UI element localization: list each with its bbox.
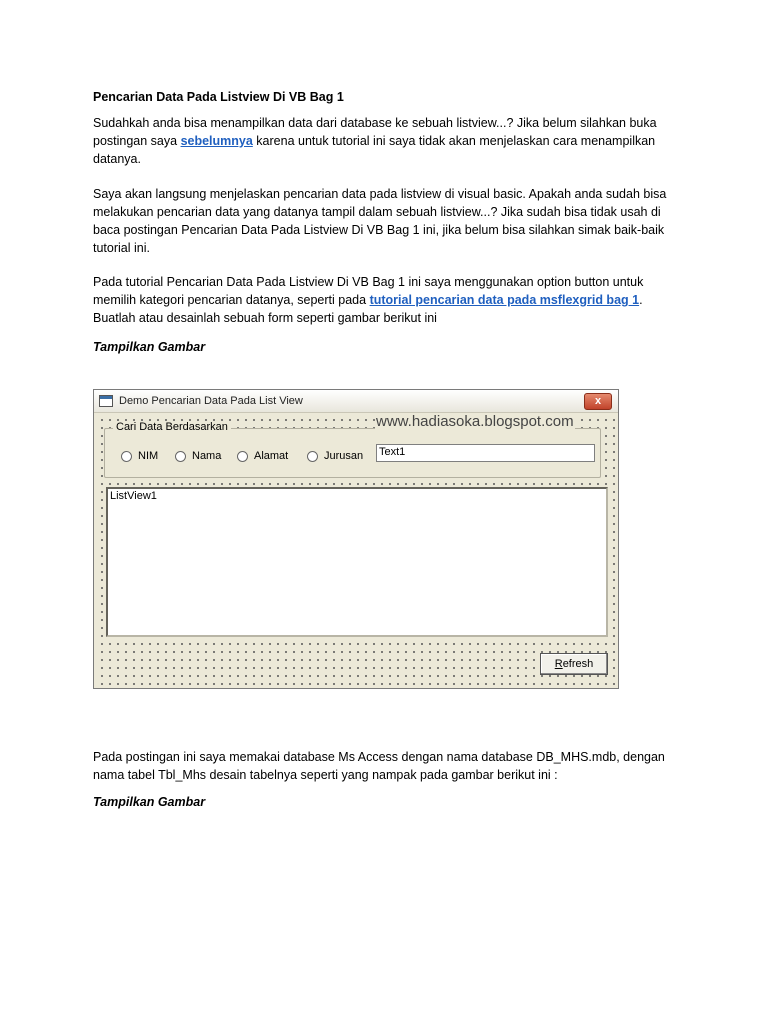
window-app-icon [99, 395, 113, 407]
option-label: Alamat [254, 450, 289, 462]
radio-icon [175, 451, 186, 462]
form-window-title: Demo Pencarian Data Pada List View [119, 395, 303, 407]
paragraph-intro [93, 114, 683, 168]
radio-icon [307, 451, 318, 462]
document-title: Pencarian Data Pada Listview Di VB Bag 1 [93, 90, 344, 104]
tutorial-text-after: . Buatlah atau desainlah sebuah form seperti gambar berikut ini [93, 293, 643, 325]
listview[interactable]: ListView1 [106, 487, 608, 637]
tutorial-text: Pada tutorial Pencarian Data Pada Listview Di VB Bag 1 ini saya menggunakan option button untuk memilih kategori pencarian datanya, seperti pada [93, 275, 644, 307]
radio-icon [121, 451, 132, 462]
option-label: NIM [138, 450, 159, 462]
option-nim[interactable] [121, 450, 158, 462]
option-nama[interactable] [175, 450, 221, 462]
paragraph-database: Pada postingan ini saya memakai database Ms Access dengan nama database DB_MHS.mdb, dengan nama tabel Tbl_Mhs desain tabelnya seperti yang nampak pada gambar berikut ini : [93, 750, 665, 782]
radio-icon [237, 451, 248, 462]
option-alamat[interactable] [237, 450, 288, 462]
option-label: Nama [192, 450, 222, 462]
paragraph-explanation: Saya akan langsung menjelaskan pencarian data pada listview di visual basic. Apakah anda sudah bisa melakukan pencarian data yang datanya tampil dalam sebuah listview...? Jika sudah bisa tidak usah di baca postingan Pencarian Data Pada Listview Di VB Bag 1 ini, jika belum bisa silahkan simak baik-baik tutorial ini. [93, 187, 667, 255]
form-titlebar [94, 390, 618, 413]
link-msflexgrid-tutorial[interactable]: tutorial pencarian data pada msflexgrid bag 1 [369, 293, 640, 307]
refresh-accel-key: R [554, 658, 563, 670]
caption-show-image-1[interactable]: Tampilkan Gambar [93, 340, 206, 354]
frame-caption: Cari Data Berdasarkan [113, 421, 231, 433]
close-button[interactable]: x [584, 393, 612, 410]
option-jurusan[interactable] [307, 450, 363, 462]
refresh-label: efresh [562, 658, 594, 670]
refresh-button[interactable] [540, 653, 608, 675]
link-sebelumnya[interactable]: sebelumnya [180, 134, 253, 148]
caption-show-image-2[interactable]: Tampilkan Gambar [93, 795, 206, 809]
search-textbox[interactable]: Text1 [376, 444, 595, 462]
paragraph-tutorial [93, 273, 683, 327]
intro-text-after: karena untuk tutorial ini saya tidak akan menjelaskan cara menampilkan datanya. [93, 134, 656, 166]
intro-text: Sudahkah anda bisa menampilkan data dari database ke sebuah listview...? Jika belum silahkan buka postingan saya [93, 116, 657, 148]
option-label: Jurusan [324, 450, 364, 462]
vb-form-screenshot [93, 389, 619, 689]
form-client-area [95, 413, 617, 687]
watermark-text: www.hadiasoka.blogspot.com [376, 413, 574, 430]
